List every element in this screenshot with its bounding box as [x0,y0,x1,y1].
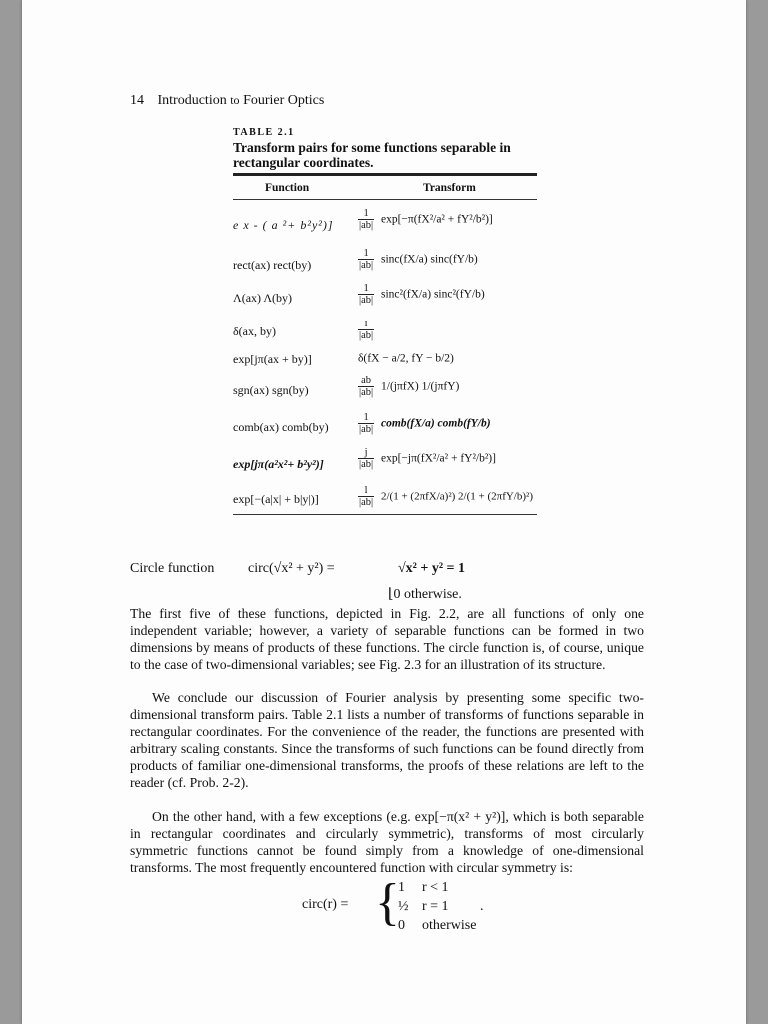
table-row-function: Λ(ax) Λ(by) [233,291,293,305]
book-page [22,0,746,1024]
equation-period: . [480,899,484,914]
transform-expr: exp[−π(fX²/a² + fY²/b²)] [381,213,493,226]
case-value: ½ [398,899,409,914]
circle-function-otherwise: ⌊0 otherwise. [388,587,462,602]
column-header-function: Function [265,182,310,194]
case-condition: r = 1 [422,899,449,914]
transform-expr: exp[−jπ(fX²/a² + fY²/b²)] [381,452,496,465]
case-value: 0 [398,918,405,933]
table-row-transform [358,447,496,470]
paragraph: The first five of these functions, depicted in Fig. 2.2, are all functions of only one independent variable; however, a variety of separable functions can be formed in two dimensions by means of products of these functions. The circle function is, of course, unique to the case of two-dimensional variables; see Fig. 2.3 for an illustration of its structure. [130,606,644,672]
transform-expr: 1/(jπfX) 1/(jπfY) [381,380,460,393]
table-row-transform [358,412,491,435]
table-header-rule [233,199,537,200]
circ-equation-lhs: circ(r) = [302,897,349,912]
table-row-function: exp[jπ(a²x²+ b²y²)] [233,457,324,471]
circle-function-label: Circle function [130,561,215,576]
table-row-function: exp[−(a|x| + b|y|)] [233,492,319,506]
running-head [130,93,324,109]
transform-expr: sinc²(fX/a) sinc²(fY/b) [381,288,485,301]
table-row-transform [358,485,533,508]
coefficient: $\frac{j}{|ab|}$ [359,447,374,470]
column-header-transform: Transform [423,182,476,194]
paragraph: We conclude our discussion of Fourier analysis by presenting some specific two-dimensional transform pairs. Table 2.1 lists a number of transforms of functions separable in rectangular coordinates. For the convenience of the reader, the functions are presented with arbitrary scaling constants. Since the transforms of such functions can be found directly from products of familiar one-dimensional transforms, the proofs of these relations are left to the reader (cf. Prob. 2-2). [130,690,644,790]
page-number: 14 [130,93,144,108]
table-row-function: e x - ( a ²+ b²y²)] [233,218,334,232]
table-row-function: sgn(ax) sgn(by) [233,383,309,397]
running-head-title-rest: Fourier Optics [243,93,325,108]
table-caption: Transform pairs for some functions separable in rectangular coordinates. [233,140,511,170]
table-row-transform [358,318,378,341]
transform-expr: δ(fX − a/2, fY − b/2) [358,352,454,365]
coefficient: $\frac{1}{|ab|}$ [359,283,374,306]
table-row-transform [358,375,459,398]
table-row-transform [358,352,454,364]
circle-function-definition: circ(√x² + y²) = [248,561,335,576]
coefficient: $\frac{1}{|ab|}$ [359,412,374,435]
table-row-transform [358,283,485,306]
circle-function-condition: √x² + y² = 1 [398,561,466,576]
table-row-function: δ(ax, by) [233,324,276,338]
coefficient: $\frac{l}{|ab|}$ [359,485,374,508]
table-label: TABLE 2.1 [233,127,295,138]
coefficient: $\frac{ab}{|ab|}$ [359,375,374,398]
table-row-function: exp[jπ(ax + by)] [233,352,312,366]
coefficient: $\frac{ı}{|ab|}$ [359,318,374,341]
coefficient: $\frac{1}{|ab|}$ [359,208,374,231]
table-top-rule [233,173,537,176]
case-value: 1 [398,880,405,895]
paragraph: On the other hand, with a few exceptions (e.g. exp[−π(x² + y²)], which is both separable in rectangular coordinates and circularly symmetric), transforms of most circularly symmetric functions cannot be found simply from a knowledge of one-dimensional transforms. The most frequently encountered function with circular symmetry is: [130,809,644,875]
table-row-transform [358,248,478,271]
table-bottom-rule [233,514,537,515]
table-row-function: rect(ax) rect(by) [233,258,312,272]
left-brace: { [375,874,400,931]
coefficient: $\frac{1}{|ab|}$ [359,248,374,271]
table-row-transform [358,208,493,231]
transform-expr: 2/(1 + (2πfX/a)²) 2/(1 + (2πfY/b)²) [381,490,533,503]
transform-expr: comb(fX/a) comb(fY/b) [381,417,491,430]
running-head-title: Introduction [157,93,227,108]
transform-expr: sinc(fX/a) sinc(fY/b) [381,253,478,266]
running-head-to: to [230,93,240,107]
case-condition: otherwise [422,918,477,933]
table-row-function: comb(ax) comb(by) [233,420,329,434]
case-condition: r < 1 [422,880,449,895]
